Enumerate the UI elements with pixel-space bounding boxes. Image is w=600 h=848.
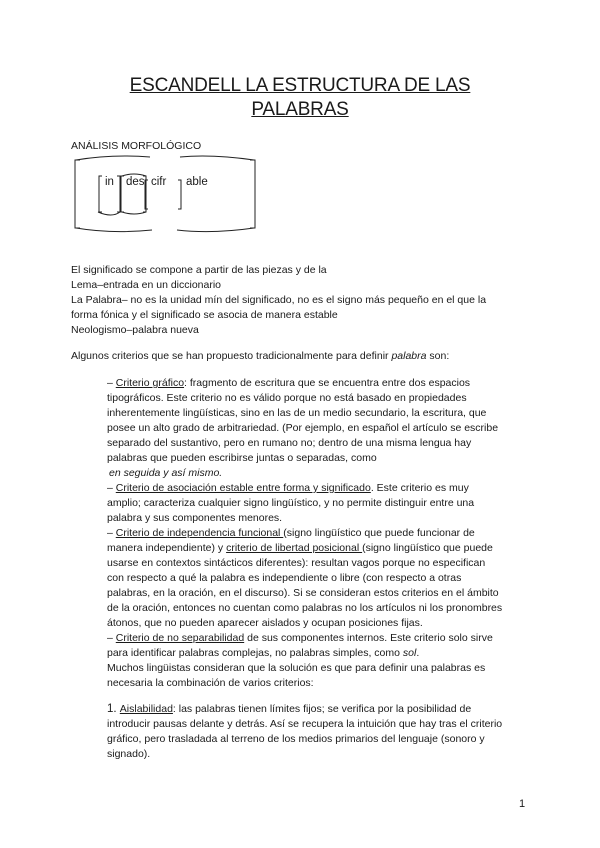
aislabilidad-line [107, 702, 471, 717]
text: de sus componentes internos. Este criterio solo sirve [244, 632, 493, 644]
criterio-grafico-term: Criterio gráfico [115, 377, 185, 389]
text: (signo lingüístico que puede [362, 542, 493, 554]
criterio-grafico-line: posee un alto grado de arbitrariedad. (Por ejemplo, en español el artículo se escribe [107, 422, 499, 434]
morphology-bracket-diagram [72, 154, 258, 234]
definition-line: El significado se compone a partir de las piezas y de la [71, 264, 327, 276]
conclusion-line: necesaria la combinación de varios criterios: [107, 677, 314, 689]
dash: – [107, 377, 116, 389]
title-line-2: PALABRAS [251, 99, 349, 120]
criteria-intro [71, 349, 449, 364]
page-number: 1 [519, 798, 526, 810]
criterio-grafico-line [107, 376, 470, 391]
morpheme-in: in [105, 176, 114, 188]
text: : fragmento de escritura que se encuentra entre dos espacios [184, 377, 471, 389]
document-title [60, 74, 540, 122]
definition-line: forma fónica y el significado se asocia de manera estable [71, 309, 338, 321]
morpheme-cifr: cifr [151, 176, 167, 188]
criterio-independencia-line [107, 541, 493, 556]
criterio-independencia-line: de la oración, entonces no cuentan como palabras no los artículos ni los pronombres [107, 602, 503, 614]
morpheme-able: able [186, 176, 208, 188]
title-line-1: ESCANDELL LA ESTRUCTURA DE LAS [129, 75, 471, 96]
aislabilidad-line: gráfico, pero trasladada al terreno de los medios primarios del lenguaje (sonoro y [107, 733, 485, 745]
list-number: 1. [107, 703, 120, 715]
text: (signo lingüístico que puede funcionar de [283, 527, 475, 539]
definition-line: La Palabra– no es la unidad mín del significado, no es el signo más pequeño en el que la [71, 294, 487, 306]
dash: – [107, 632, 116, 644]
intro-text: Algunos criterios que se han propuesto tradicionalmente para definir [71, 350, 392, 362]
criterio-independencia-line: átonos, que no pueden aparecer aislados y ocupan posiciones fijas. [107, 617, 423, 629]
criterio-asociacion-line [107, 481, 469, 496]
criterio-asociacion-line: amplio; caracteriza cualquier signo lingüístico, y no permite distinguir entre una [107, 497, 475, 509]
criterio-grafico-line: separado del sustantivo, pero en rumano no; dentro de una misma lengua hay [107, 437, 472, 449]
aislabilidad-line: introducir pausas delante y detrás. Así se recupera la intuición que hay tras el criterio [107, 718, 503, 730]
criterio-independencia-line: palabras, en la oración, en el discurso). Si se consideran estos criterios en el ámbito [107, 587, 499, 599]
intro-word: palabra [391, 350, 427, 362]
criterio-asociacion-term: Criterio de asociación estable entre forma y significado [115, 482, 371, 494]
intro-text-end: son: [426, 350, 450, 362]
example-word: sol [402, 647, 417, 659]
section-label: ANÁLISIS MORFOLÓGICO [71, 140, 202, 152]
text: . Este criterio es muy [370, 482, 469, 494]
definition-line: Neologismo–palabra nueva [71, 324, 199, 336]
criterio-asociacion-line: palabra y sus componentes menores. [107, 512, 283, 524]
definition-line: Lema–entrada en un diccionario [71, 279, 222, 291]
criterio-separabilidad-line [107, 646, 419, 661]
dash: – [107, 482, 116, 494]
dash: – [107, 527, 116, 539]
text: : las palabras tienen límites fijos; se verifica por la posibilidad de [172, 703, 472, 715]
criterio-separabilidad-term: Criterio de no separabilidad [115, 632, 245, 644]
criterio-independencia-term: Criterio de independencia funcional [115, 527, 284, 539]
criterio-grafico-line: inherentemente lingüísticas, sino en las de un medio secundario, la escritura, que [107, 407, 487, 419]
text: . [416, 647, 420, 659]
conclusion-line: Muchos lingüistas consideran que la solución es que para definir una palabras es [107, 662, 486, 674]
text: para identificar palabras complejas, no palabras simples, como [107, 647, 403, 659]
aislabilidad-line: signado). [107, 748, 151, 760]
criterio-grafico-line: tipográficos. Este criterio no es válido porque no está basado en propiedades [107, 392, 467, 404]
criterio-independencia-line: con respecto a qué la palabra es independiente o libre (con respecto a otras [107, 572, 462, 584]
criterio-grafico-example: en seguida y así mismo. [109, 467, 223, 479]
criterio-independencia-line [107, 526, 475, 541]
criterio-separabilidad-line [107, 631, 493, 646]
text: manera independiente) y [107, 542, 227, 554]
aislabilidad-term: Aislabilidad [119, 703, 173, 715]
morpheme-des: des [126, 176, 145, 188]
criterio-grafico-line: palabras que pueden escribirse juntas o separadas, como [107, 452, 377, 464]
criterio-independencia-line: usarse en contextos sintácticos diferentes): resultan vagos porque no especifican [107, 557, 486, 569]
criterio-libertad-term: criterio de libertad posicional [226, 542, 363, 554]
